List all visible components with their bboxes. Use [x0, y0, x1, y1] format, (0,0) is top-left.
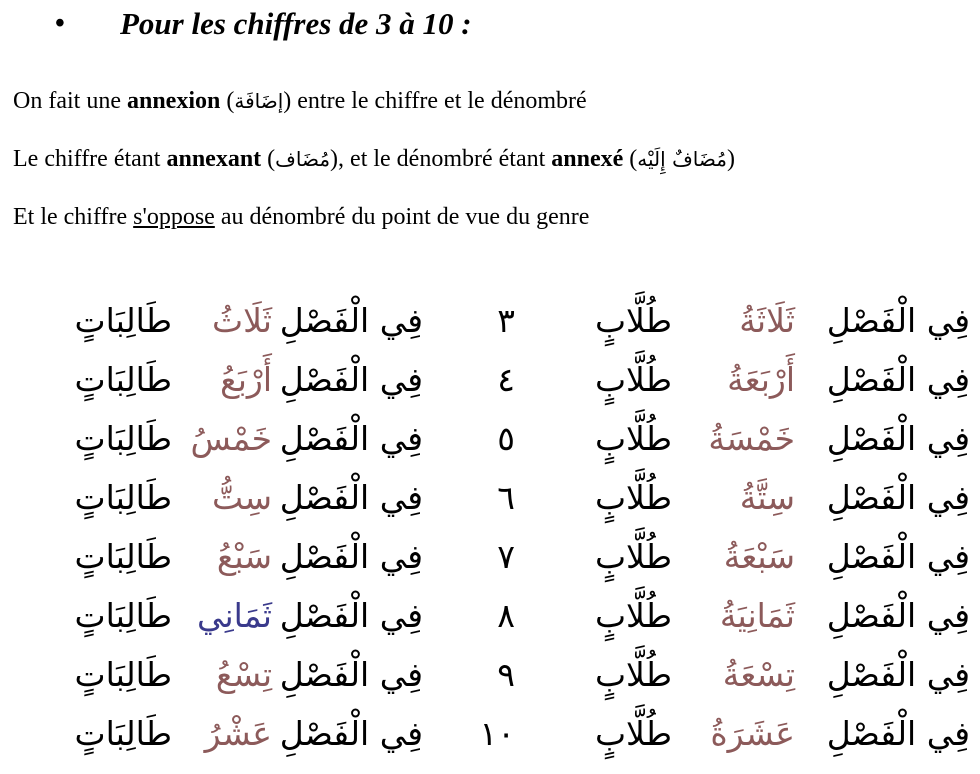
arabic-term: مُضَاف	[275, 147, 331, 171]
text: (	[261, 146, 276, 172]
counted-noun-tullab: طُلَّابٍ	[594, 596, 672, 635]
arabic-digit: ٨	[497, 596, 515, 635]
text: (	[623, 146, 638, 172]
arabic-digit: ٥	[497, 419, 515, 458]
phrase-fi-al-fasl: فِي الْفَصْلِ	[279, 360, 423, 399]
number-word-feminine: خَمْسُ	[190, 419, 272, 458]
phrase-fi-al-fasl: فِي الْفَصْلِ	[279, 596, 423, 635]
phrase-fi-al-fasl: فِي الْفَصْلِ	[279, 478, 423, 517]
phrase-fi-al-fasl: فِي الْفَصْلِ	[279, 714, 423, 753]
counted-noun-talibat: طَالِبَاتٍ	[74, 419, 172, 458]
bullet-icon: •	[55, 8, 65, 39]
number-word-feminine: سَبْعُ	[216, 537, 272, 576]
number-word-feminine: سِتُّ	[211, 478, 272, 517]
text: (	[220, 88, 235, 114]
counted-noun-tullab: طُلَّابٍ	[594, 419, 672, 458]
text: Et le chiffre	[13, 204, 134, 230]
arabic-digit: ٦	[497, 478, 515, 517]
number-word-feminine: تِسْعُ	[215, 655, 272, 694]
counted-noun-talibat: طَالِبَاتٍ	[74, 360, 172, 399]
heading-text: Pour les chiffres de 3 à 10 :	[120, 6, 472, 41]
term-annexe: annexé	[551, 146, 624, 172]
arabic-digit: ٩	[497, 655, 515, 694]
counted-noun-talibat: طَالِبَاتٍ	[74, 537, 172, 576]
arabic-term: إضَافَة	[234, 89, 284, 113]
number-word-masculine: سِتَّةُ	[739, 478, 795, 517]
phrase-fi-al-fasl: فِي الْفَصْلِ	[279, 655, 423, 694]
counted-noun-talibat: طَالِبَاتٍ	[74, 478, 172, 517]
phrase-fi-al-fasl: فِي الْفَصْلِ	[826, 419, 970, 458]
counted-noun-tullab: طُلَّابٍ	[594, 360, 672, 399]
phrase-fi-al-fasl: فِي الْفَصْلِ	[826, 360, 970, 399]
text: Le chiffre étant	[13, 146, 167, 172]
phrase-fi-al-fasl: فِي الْفَصْلِ	[826, 714, 970, 753]
number-word-masculine: عَشَرَةُ	[710, 714, 795, 753]
number-word-masculine: خَمْسَةُ	[708, 419, 795, 458]
counted-noun-talibat: طَالِبَاتٍ	[74, 596, 172, 635]
counted-noun-tullab: طُلَّابٍ	[594, 301, 672, 340]
text: au dénombré du point de vue du genre	[214, 204, 590, 230]
number-word-feminine: عَشْرُ	[204, 714, 272, 753]
number-word-masculine: ثَمَانِيَةُ	[719, 596, 795, 635]
text: )	[726, 146, 735, 172]
counted-noun-tullab: طُلَّابٍ	[594, 537, 672, 576]
number-word-masculine: تِسْعَةُ	[722, 655, 795, 694]
phrase-fi-al-fasl: فِي الْفَصْلِ	[826, 596, 970, 635]
counted-noun-talibat: طَالِبَاتٍ	[74, 714, 172, 753]
phrase-fi-al-fasl: فِي الْفَصْلِ	[279, 301, 423, 340]
number-word-feminine: ثَمَانِي	[196, 596, 272, 635]
text: On fait une	[13, 88, 127, 114]
counted-noun-talibat: طَالِبَاتٍ	[74, 655, 172, 694]
phrase-fi-al-fasl: فِي الْفَصْلِ	[826, 655, 970, 694]
term-annexion: annexion	[126, 88, 221, 114]
phrase-fi-al-fasl: فِي الْفَصْلِ	[826, 301, 970, 340]
arabic-digit: ٤	[497, 360, 515, 399]
counted-noun-talibat: طَالِبَاتٍ	[74, 301, 172, 340]
arabic-digit: ٧	[497, 537, 515, 576]
arabic-digit: ٣	[497, 301, 515, 340]
phrase-fi-al-fasl: فِي الْفَصْلِ	[279, 537, 423, 576]
text: ) entre le chiffre et le dénombré	[283, 88, 587, 114]
counted-noun-tullab: طُلَّابٍ	[594, 714, 672, 753]
phrase-fi-al-fasl: فِي الْفَصْلِ	[826, 478, 970, 517]
term-annexant: annexant	[166, 146, 262, 172]
phrase-fi-al-fasl: فِي الْفَصْلِ	[826, 537, 970, 576]
number-word-masculine: سَبْعَةُ	[723, 537, 795, 576]
number-word-feminine: أَرْبَعُ	[220, 360, 272, 399]
underlined-term: s'oppose	[133, 204, 215, 230]
phrase-fi-al-fasl: فِي الْفَصْلِ	[279, 419, 423, 458]
number-word-masculine: أَرْبَعَةُ	[727, 360, 795, 399]
number-word-masculine: ثَلَاثَةُ	[739, 301, 795, 340]
counted-noun-tullab: طُلَّابٍ	[594, 655, 672, 694]
arabic-term: مُضَافٌ إِلَيْه	[637, 147, 727, 171]
arabic-digit: ١٠	[479, 714, 515, 753]
number-word-feminine: ثَلَاثُ	[212, 301, 272, 340]
text: ), et le dénombré étant	[330, 146, 552, 172]
counted-noun-tullab: طُلَّابٍ	[594, 478, 672, 517]
